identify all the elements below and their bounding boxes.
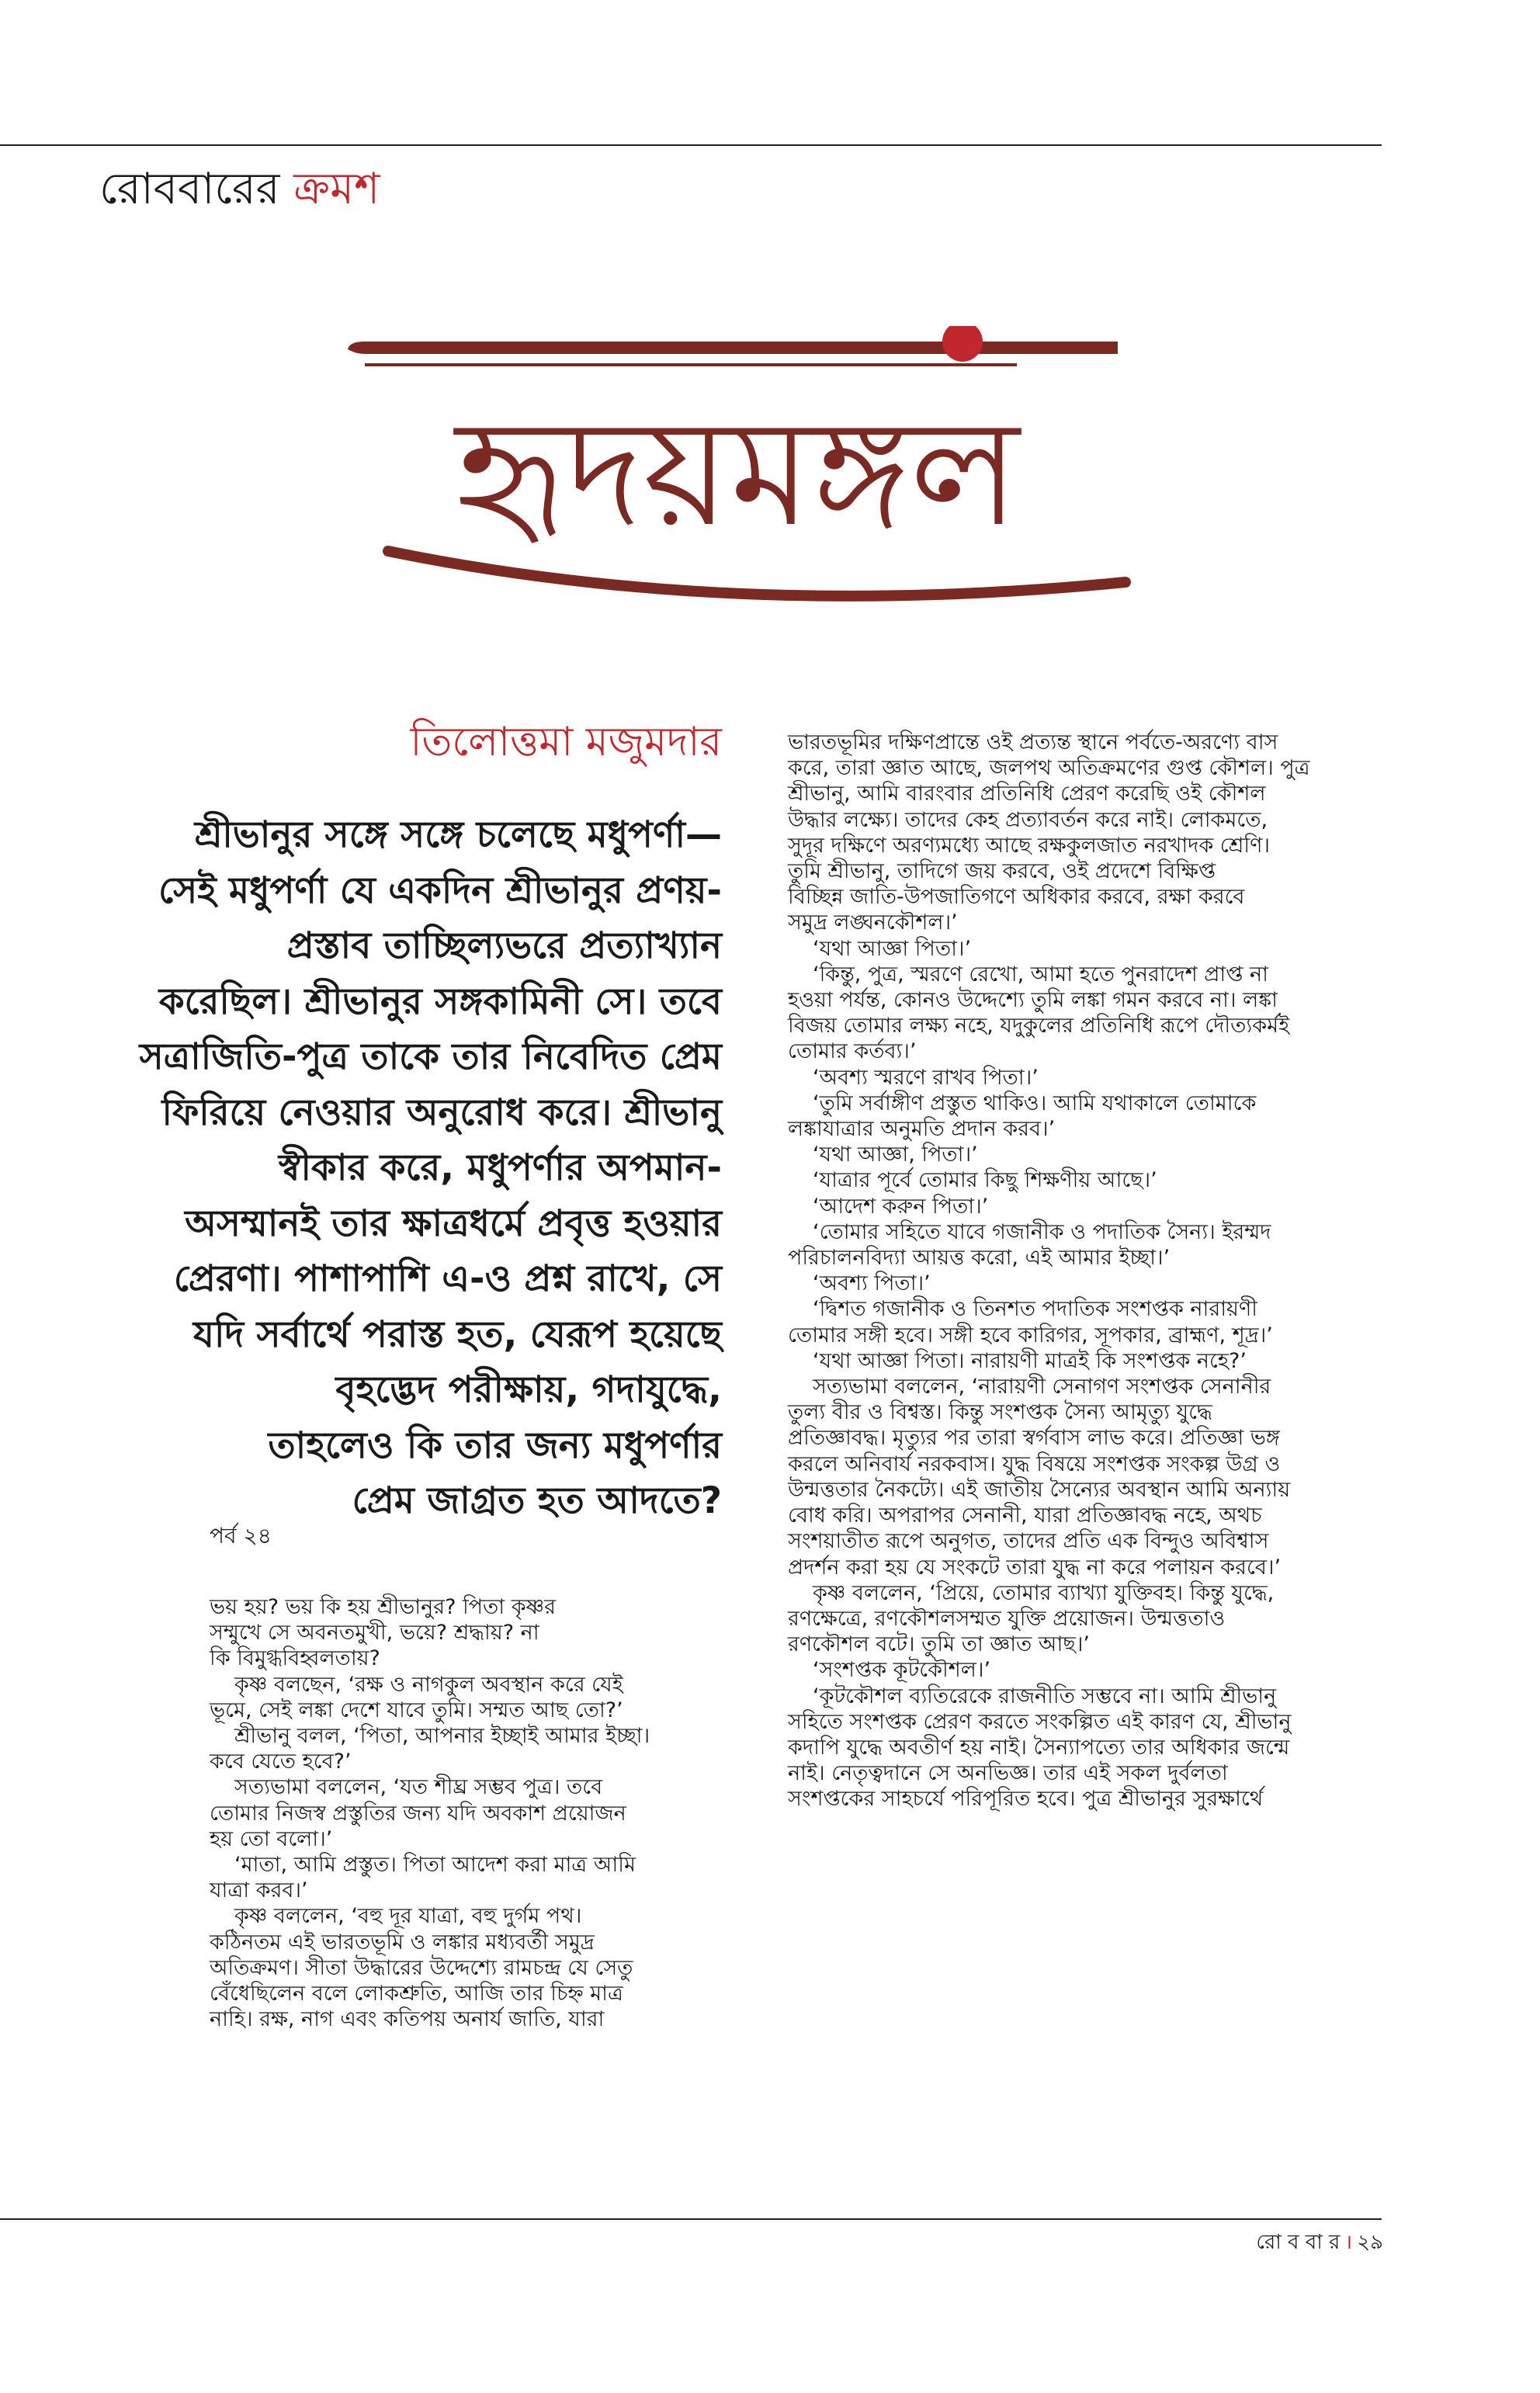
body-line: ‘দ্বিশত গজানীক ও তিনশত পদাতিক সংশপ্তক নারায়ণী (813, 1297, 1258, 1322)
body-line: সত্যভামা বললেন, ‘যত শীঘ্র সম্ভব পুত্র। তবে (234, 1775, 603, 1800)
section-header (99, 163, 380, 215)
body-line: ‘কিন্তু, পুত্র, স্মরণে রেখো, আমা হতে পুনরাদেশ প্রাপ্ত না (813, 962, 1268, 987)
body-line: নাহি। রক্ষ, নাগ এবং কতিপয় অনার্য জাতি, যারা (210, 2007, 605, 2032)
synopsis-line: স্বীকার করে, মধুপর্ণার অপমান- (278, 1146, 722, 1189)
top-rule (0, 144, 1382, 146)
body-column-left (210, 1594, 722, 2032)
body-line: ‘যথা আজ্ঞা পিতা।’ (813, 936, 972, 961)
body-line: ‘আদেশ করুন পিতা।’ (813, 1194, 989, 1219)
body-line: ‘মাতা, আমি প্রস্তুত। পিতা আদেশ করা মাত্র আমি (234, 1853, 636, 1878)
body-line: বোধ করি। অপরাপর সেনানী, যারা প্রতিজ্ঞাবদ্ধ নহে, অথচ (788, 1503, 1262, 1528)
body-line: কৃষ্ণ বলছেন, ‘রক্ষ ও নাগকুল অবস্থান করে যেই (234, 1672, 623, 1697)
body-line: তুমি শ্রীভানু, তাদিগে জয় করবে, ওই প্রদেশে বিক্ষিপ্ত (788, 859, 1216, 884)
body-line: ‘কূটকৌশল ব্যতিরেকে রাজনীতি সম্ভবে না। আমি শ্রীভানু (813, 1684, 1277, 1708)
body-line: তোমার সঙ্গী হবে। সঙ্গী হবে কারিগর, সূপকার, ব্রাহ্মণ, শূদ্র।’ (788, 1323, 1273, 1347)
body-line: ‘যাত্রার পূর্বে তোমার কিছু শিক্ষণীয় আছে।’ (813, 1168, 1157, 1193)
body-line: শ্রীভানু বলল, ‘পিতা, আপনার ইচ্ছাই আমার ইচ্ছা। (234, 1724, 650, 1749)
body-line: ‘তুমি সর্বাঙ্গীণ প্রস্তুত থাকিও। আমি যথাকালে তোমাকে (813, 1091, 1257, 1115)
body-line: সুদূর দক্ষিণে অরণ্যমধ্যে আছে রক্ষকুলজাত নরখাদক শ্রেণি। (788, 833, 1271, 858)
body-line: ‘যথা আজ্ঞা, পিতা।’ (813, 1143, 978, 1167)
body-line: রণকৌশল বটে। তুমি তা জ্ঞাত আছ।’ (788, 1632, 1090, 1657)
body-line: তুল্য বীর ও বিশ্বস্ত। কিন্তু সংশপ্তক সৈন্য আমৃত্যু যুদ্ধে (788, 1400, 1212, 1425)
body-line: সমুদ্র লঙ্ঘনকৌশল।’ (788, 910, 958, 935)
body-line: সহিতে সংশপ্তক প্রেরণ করতে সংকল্পিত এই কারণ যে, শ্রীভানু (788, 1709, 1292, 1734)
page-footer (1256, 2226, 1383, 2260)
body-line: বিজয় তোমার লক্ষ্য নহে, যদুকুলের প্রতিনিধি রূপে দৌত্যকর্মই (788, 1014, 1290, 1039)
logo-wordmark: হৃদয়মঙ্গল (455, 387, 1020, 559)
synopsis-line: প্রেম জাগ্রত হত আদতে? (352, 1479, 722, 1522)
synopsis-line: যদি সর্বার্থে পরাস্ত হত, যেরূপ হয়েছে (192, 1313, 722, 1356)
logo-top-bar (348, 342, 1118, 354)
body-line: লঙ্কাযাত্রার অনুমতি প্রদান করব।’ (788, 1117, 1056, 1142)
body-line: ‘তোমার সহিতে যাবে গজানীক ও পদাতিক সৈন্য। ইরম্মদ (813, 1219, 1271, 1244)
body-line: কঠিনতম এই ভারতভূমি ও লঙ্কার মধ্যবর্তী সমুদ্র (210, 1930, 595, 1954)
body-line: সম্মুখে সে অবনতমুখী, ভয়ে? শ্রদ্ধায়? না (210, 1621, 539, 1646)
page-number: ২৯ (1357, 2231, 1383, 2254)
title-logo (342, 326, 1133, 621)
body-line: সংশয়াতীত রূপে অনুগত, তাদের প্রতি এক বিন্দুও অবিশ্বাস (788, 1529, 1269, 1554)
synopsis-line: শ্রীভানুর সঙ্গে সঙ্গে চলেছে মধুপর্ণা— (194, 813, 722, 856)
body-line: উদ্ধার লক্ষ্যে। তাদের কেহ প্রত্যাবর্তন করে নাই। লোকমতে, (788, 807, 1268, 832)
footer-magazine: রো ব বা র (1256, 2231, 1341, 2254)
section-prefix: রোববারের (99, 164, 280, 214)
synopsis-line: সত্রাজিতি-পুত্র তাকে তার নিবেদিত প্রেম (139, 1035, 722, 1078)
body-line: ভয় হয়? ভয় কি হয় শ্রীভানুর? পিতা কৃষ্ণর (210, 1595, 556, 1619)
author-name: তিলোত্তমা মজুমদার (410, 719, 722, 765)
body-line: হওয়া পর্যন্ত, কোনও উদ্দেশ্যে তুমি লঙ্কা গমন করবে না। লঙ্কা (788, 988, 1278, 1013)
body-line: ‘যথা আজ্ঞা পিতা। নারায়ণী মাত্রই কি সংশপ্তক নহে?’ (813, 1348, 1247, 1373)
body-line: পরিচালনবিদ্যা আয়ত্ত করো, এই আমার ইচ্ছা।’ (788, 1246, 1171, 1271)
body-line: বিচ্ছিন্ন জাতি-উপজাতিগণে অধিকার করবে, রক্ষা করবে (788, 885, 1245, 910)
body-line: বেঁধেছিলেন বলে লোকশ্রুতি, আজি তার চিহ্ন মাত্র (210, 1982, 623, 2006)
synopsis (109, 807, 722, 1529)
body-column-right (788, 730, 1358, 1812)
synopsis-line: প্রেরণা। পাশাপাশি এ-ও প্রশ্ন রাখে, সে (173, 1257, 722, 1300)
body-line: সংশপ্তকের সাহচর্যে পরিপূরিত হবে। পুত্র শ্রীভানুর সুরক্ষার্থে (788, 1787, 1264, 1812)
body-line: হয় তো বলো।’ (210, 1826, 333, 1851)
synopsis-line: সেই মধুপর্ণা যে একদিন শ্রীভানুর প্রণয়- (158, 869, 722, 912)
body-line: কদাপি যুদ্ধে অবতীর্ণ হয় নাই। সৈন্যাপত্যে তার অধিকার জন্মে (788, 1735, 1290, 1760)
body-line: কৃষ্ণ বললেন, ‘বহু দূর যাত্রা, বহু দুর্গম পথ। (234, 1904, 582, 1929)
body-line: নাই। নেতৃত্বদানে সে অনভিজ্ঞ। তার এই সকল দুর্বলতা (788, 1761, 1228, 1786)
synopsis-line: বৃহদ্ভেদ পরীক্ষায়, গদাযুদ্ধে, (335, 1368, 722, 1411)
body-line: কি বিমুগ্ধবিহ্বলতায়? (210, 1646, 380, 1671)
synopsis-line: অসম্মানই তার ক্ষাত্রধর্মে প্রবৃত্ত হওয়ার (185, 1202, 722, 1245)
section-accent: ক্রমশ (293, 164, 380, 214)
synopsis-line: প্রস্তাব তাচ্ছিল্যভরে প্রত্যাখ্যান (286, 924, 722, 967)
body-line: ‘সংশপ্তক কূটকৌশল।’ (813, 1658, 991, 1683)
body-line: প্রতিজ্ঞাবদ্ধ। মৃত্যুর পর তারা স্বর্গবাস লাভ করে। প্রতিজ্ঞা ভঙ্গ (788, 1426, 1280, 1451)
body-line: কবে যেতে হবে?’ (210, 1750, 352, 1774)
body-line: ভূমে, সেই লঙ্কা দেশে যাবে তুমি। সম্মত আছ তো?’ (210, 1698, 623, 1722)
body-line: তোমার কর্তব্য।’ (788, 1039, 917, 1064)
footer-separator: । (1344, 2231, 1353, 2254)
body-line: ‘অবশ্য স্মরণে রাখব পিতা।’ (813, 1065, 1039, 1090)
body-line: করলে অনিবার্য নরকবাস। যুদ্ধ বিষয়ে সংশপ্তক সংকল্প উগ্র ও (788, 1451, 1281, 1476)
bottom-rule (0, 2218, 1382, 2220)
body-line: ভারতভূমির দক্ষিণপ্রান্তে ওই প্রত্যন্ত স্থানে পর্বতে-অরণ্যে বাস (788, 730, 1278, 754)
body-line: ‘অবশ্য পিতা।’ (813, 1271, 931, 1296)
body-line: প্রদর্শন করা হয় যে সংকটে তারা যুদ্ধ না করে পলায়ন করবে।’ (788, 1555, 1282, 1580)
synopsis-line: ফিরিয়ে নেওয়ার অনুরোধ করে। শ্রীভানু (161, 1091, 722, 1134)
body-line: কৃষ্ণ বললেন, ‘প্রিয়ে, তোমার ব্যাখ্যা যুক্তিবহ। কিন্তু যুদ্ধে, (813, 1580, 1275, 1605)
body-line: করে, তারা জ্ঞাত আছে, জলপথ অতিক্রমণের গুপ্ত কৌশল। পুত্র (788, 756, 1310, 781)
body-line: অতিক্রমণ। সীতা উদ্ধারের উদ্দেশ্যে রামচন্দ্র যে সেতু (210, 1955, 633, 1980)
body-line: তোমার নিজস্ব প্রস্তুতির জন্য যদি অবকাশ প্রয়োজন (210, 1801, 626, 1826)
synopsis-line: তাহলেও কি তার জন্য মধুপর্ণার (268, 1424, 722, 1467)
body-line: রণক্ষেত্রে, রণকৌশলসম্মত যুক্তি প্রয়োজন। উন্মত্ততাও (788, 1606, 1226, 1631)
body-line: যাত্রা করব।’ (210, 1878, 308, 1903)
body-line: শ্রীভানু, আমি বারংবার প্রতিনিধি প্রেরণ করেছি ওই কৌশল (788, 782, 1266, 806)
body-line: উন্মত্ততার নৈকট্যে। এই জাতীয় সৈন্যের অবস্থান আমি অন্যায় (788, 1477, 1291, 1502)
episode-number: পর্ব ২৪ (210, 1523, 272, 1549)
logo-dot (942, 326, 983, 362)
synopsis-line: করেছিল। শ্রীভানুর সঙ্গকামিনী সে। তবে (158, 980, 722, 1023)
body-line: সত্যভামা বললেন, ‘নারায়ণী সেনাগণ সংশপ্তক সেনানীর (813, 1375, 1271, 1399)
